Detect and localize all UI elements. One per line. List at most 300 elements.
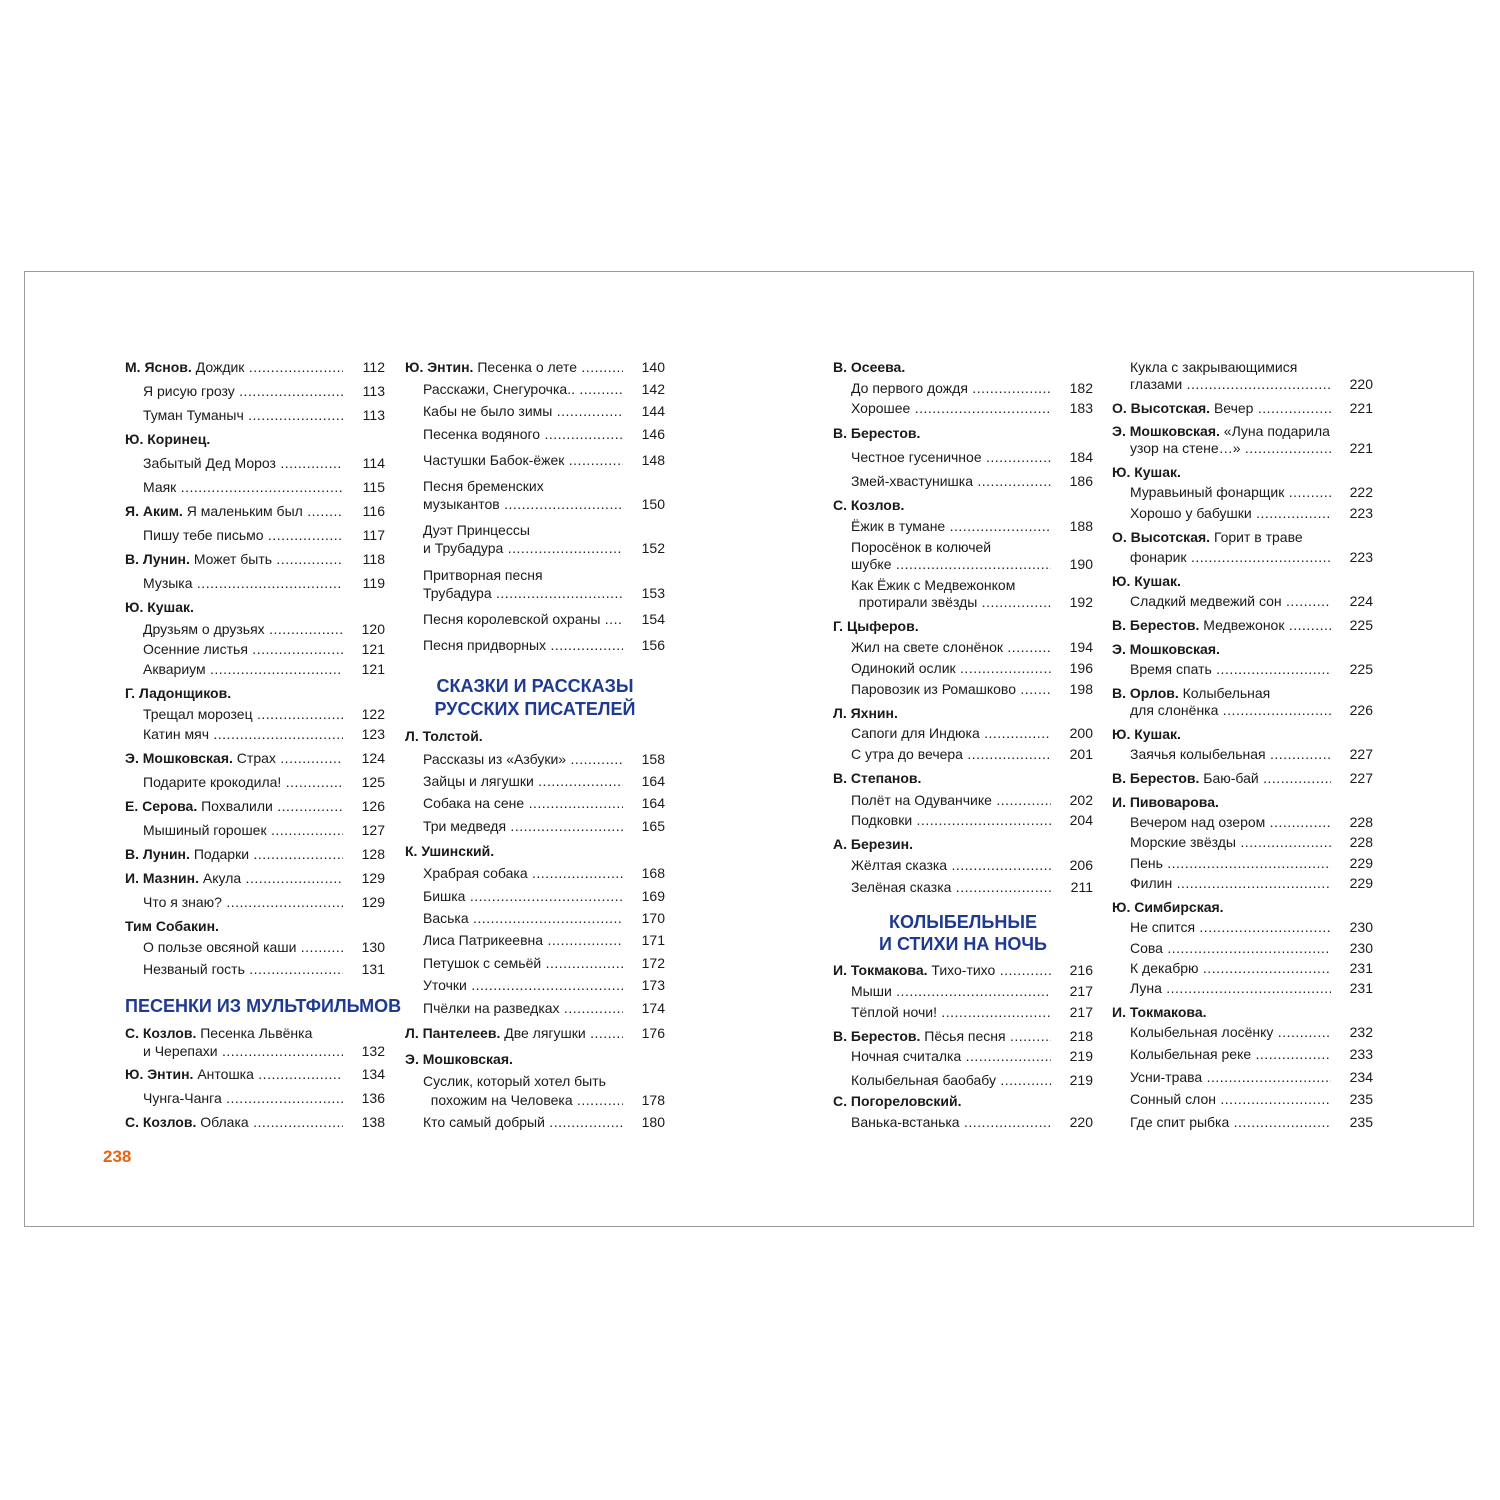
toc-entry-text bbox=[423, 423, 623, 445]
toc-entry-text bbox=[1130, 590, 1331, 612]
toc-entry-body bbox=[851, 657, 1093, 679]
toc-column-1 bbox=[125, 0, 402, 1500]
toc-entry-text bbox=[851, 743, 1051, 765]
toc-entry-body bbox=[833, 833, 1093, 855]
page-ref: 180 bbox=[641, 1114, 665, 1130]
toc-entry-text bbox=[143, 380, 343, 402]
story-title: Как Ёжик с Медвежонком bbox=[851, 577, 1016, 593]
story-title: Притворная песня bbox=[423, 567, 543, 583]
page-ref: 172 bbox=[641, 955, 665, 971]
page-ref: 184 bbox=[1069, 449, 1093, 465]
page-ref: 154 bbox=[641, 611, 665, 627]
toc-entry-text bbox=[833, 767, 1051, 789]
toc-entry bbox=[1112, 658, 1373, 680]
story-title: шубке bbox=[851, 556, 892, 572]
toc-entry-body bbox=[405, 1048, 665, 1070]
toc-entry-text bbox=[851, 397, 1051, 419]
toc-entry-body bbox=[1112, 570, 1373, 592]
page-ref: 164 bbox=[641, 773, 665, 789]
story-title: Усни-трава bbox=[1130, 1069, 1203, 1085]
toc-entry bbox=[833, 446, 1093, 468]
page-ref: 120 bbox=[361, 621, 385, 637]
story-title: Чунга-Чанга bbox=[143, 1090, 222, 1106]
story-title: Ёжик в тумане bbox=[851, 518, 946, 534]
page-ref: 169 bbox=[641, 888, 665, 904]
toc-entry-body bbox=[1112, 397, 1373, 419]
story-title: Тёплой ночи! bbox=[851, 1004, 937, 1020]
toc-entry-body bbox=[1112, 461, 1373, 483]
toc-entry-text bbox=[1130, 481, 1331, 503]
story-title: Вечер bbox=[1213, 400, 1254, 416]
toc-entry-text bbox=[125, 548, 343, 570]
page-ref: 221 bbox=[1349, 400, 1373, 416]
toc-entry-text bbox=[405, 356, 623, 378]
toc-entry bbox=[405, 1111, 665, 1133]
toc-entry-body bbox=[833, 494, 1093, 516]
toc-entry-text bbox=[1112, 461, 1331, 483]
toc-entry-body bbox=[1130, 373, 1373, 395]
toc-entry bbox=[1112, 590, 1373, 612]
page-ref: 233 bbox=[1349, 1046, 1373, 1062]
toc-entry-body bbox=[1130, 658, 1373, 680]
page-ref: 170 bbox=[641, 910, 665, 926]
toc-entry bbox=[833, 377, 1093, 399]
toc-author-entry bbox=[833, 702, 1093, 724]
story-title: Сапоги для Индюка bbox=[851, 725, 980, 741]
page-ref: 131 bbox=[361, 961, 385, 977]
toc-entry-text bbox=[1130, 1021, 1331, 1043]
story-title: Частушки Бабок-ёжек bbox=[423, 452, 565, 468]
toc-entry-text bbox=[833, 422, 1051, 444]
page-ref: 174 bbox=[641, 1000, 665, 1016]
page-ref: 127 bbox=[361, 822, 385, 838]
toc-entry bbox=[125, 723, 385, 745]
story-title: Филин bbox=[1130, 875, 1173, 891]
toc-entry-body bbox=[1112, 791, 1373, 813]
page-ref: 176 bbox=[641, 1025, 665, 1041]
story-title: Колыбельная bbox=[1182, 685, 1271, 701]
toc-author-entry bbox=[1112, 896, 1373, 918]
toc-entry-body bbox=[423, 792, 665, 814]
story-title: похожим на Человека bbox=[423, 1092, 573, 1108]
toc-entry-body bbox=[1130, 977, 1373, 999]
toc-entry-text bbox=[1130, 937, 1331, 959]
toc-entry bbox=[833, 743, 1093, 765]
toc-entry-body bbox=[1112, 767, 1373, 789]
page-ref: 231 bbox=[1349, 960, 1373, 976]
toc-entry-text bbox=[1130, 658, 1331, 680]
toc-entry-body bbox=[125, 747, 385, 769]
story-title: узор на стене…» bbox=[1130, 440, 1241, 456]
toc-entry bbox=[405, 537, 665, 559]
author-name: Ю. Коринец. bbox=[125, 431, 211, 447]
toc-entry-body bbox=[125, 1063, 385, 1085]
toc-entry bbox=[833, 515, 1093, 537]
toc-entry-text bbox=[423, 582, 623, 604]
toc-entry-text bbox=[851, 446, 1051, 468]
toc-entry-body bbox=[143, 819, 385, 841]
page-ref: 192 bbox=[1069, 594, 1093, 610]
story-title: Трещал морозец bbox=[143, 706, 253, 722]
toc-entry bbox=[125, 404, 385, 426]
page-ref: 132 bbox=[361, 1043, 385, 1059]
story-title: Подарки bbox=[193, 846, 250, 862]
toc-entry-text bbox=[143, 476, 343, 498]
toc-author-entry bbox=[1112, 791, 1373, 813]
toc-author-entry bbox=[1112, 767, 1373, 789]
author-name: В. Лунин. bbox=[125, 551, 190, 567]
story-title: Честное гусеничное bbox=[851, 449, 982, 465]
toc-entry-text bbox=[143, 819, 343, 841]
story-title: Я маленьким был bbox=[186, 503, 303, 519]
page-ref: 129 bbox=[361, 894, 385, 910]
story-title: Музыка bbox=[143, 575, 193, 591]
toc-entry-text bbox=[423, 634, 623, 656]
toc-entry bbox=[1112, 977, 1373, 999]
page-ref: 196 bbox=[1069, 660, 1093, 676]
toc-entry-text bbox=[143, 452, 343, 474]
toc-entry-body bbox=[143, 618, 385, 640]
story-title: Песенка водяного bbox=[423, 426, 541, 442]
toc-entry-body bbox=[851, 397, 1093, 419]
toc-entry-text bbox=[833, 959, 1051, 981]
story-title: К декабрю bbox=[1130, 960, 1199, 976]
toc-entry-body bbox=[143, 452, 385, 474]
toc-entry bbox=[405, 770, 665, 792]
toc-author-entry bbox=[125, 795, 385, 817]
toc-author-entry bbox=[1112, 1001, 1373, 1023]
section-heading: КОЛЫБЕЛЬНЫЕ bbox=[889, 912, 1037, 932]
toc-entry-body bbox=[143, 658, 385, 680]
toc-entry-text bbox=[423, 400, 623, 422]
toc-entry-text bbox=[1130, 546, 1331, 568]
story-title: Сладкий медвежий сон bbox=[1130, 593, 1282, 609]
toc-entry-text bbox=[423, 608, 623, 630]
page-ref: 113 bbox=[362, 407, 385, 423]
toc-entry-text bbox=[405, 1048, 623, 1070]
story-title: До первого дождя bbox=[851, 380, 968, 396]
toc-entry-text bbox=[1130, 373, 1331, 395]
story-title: музыкантов bbox=[423, 496, 500, 512]
story-title: Зелёная сказка bbox=[851, 879, 952, 895]
toc-entry-body bbox=[423, 952, 665, 974]
toc-entry-text bbox=[833, 1090, 1051, 1112]
toc-entry-body bbox=[1130, 1043, 1373, 1065]
toc-entry-body bbox=[125, 548, 385, 570]
toc-author-entry bbox=[125, 1111, 385, 1133]
toc-entry-text bbox=[125, 1063, 343, 1085]
toc-entry-body bbox=[833, 1090, 1093, 1112]
toc-entry-text bbox=[423, 952, 623, 974]
page-ref: 201 bbox=[1069, 746, 1093, 762]
toc-entry bbox=[833, 470, 1093, 492]
story-title: Пёсья песня bbox=[924, 1028, 1006, 1044]
author-name: Э. Мошковская. bbox=[405, 1051, 513, 1067]
story-title: Колыбельная лосёнку bbox=[1130, 1024, 1274, 1040]
story-title: Мыши bbox=[851, 983, 892, 999]
toc-entry bbox=[833, 876, 1093, 898]
toc-entry-text bbox=[423, 907, 623, 929]
page-ref: 223 bbox=[1349, 505, 1373, 521]
toc-entry-body bbox=[1130, 957, 1373, 979]
toc-entry-text bbox=[405, 1022, 623, 1044]
story-title: Я рисую грозу bbox=[143, 383, 235, 399]
story-title: Вечером над озером bbox=[1130, 814, 1266, 830]
author-name: С. Козлов. bbox=[125, 1025, 197, 1041]
story-title: Две лягушки bbox=[504, 1025, 586, 1041]
story-title: Что я знаю? bbox=[143, 894, 222, 910]
toc-entry-text bbox=[1130, 1111, 1331, 1133]
story-title: Одинокий ослик bbox=[851, 660, 956, 676]
toc-entry-body bbox=[1130, 1111, 1373, 1133]
toc-entry-text bbox=[125, 500, 343, 522]
toc-entry-body bbox=[851, 636, 1093, 658]
story-title: Медвежонок bbox=[1203, 617, 1285, 633]
toc-entry-text bbox=[851, 980, 1051, 1002]
toc-entry bbox=[405, 885, 665, 907]
toc-entry-text bbox=[1130, 831, 1331, 853]
toc-author-entry bbox=[125, 428, 385, 450]
page-ref: 138 bbox=[361, 1114, 385, 1130]
author-name: И. Мазнин. bbox=[125, 870, 199, 886]
toc-entry bbox=[833, 809, 1093, 831]
page-ref: 158 bbox=[641, 751, 665, 767]
toc-entry-body bbox=[1112, 896, 1373, 918]
toc-entry-body bbox=[1130, 1021, 1373, 1043]
page-ref: 134 bbox=[361, 1066, 385, 1082]
toc-entry bbox=[405, 862, 665, 884]
toc-entry-body bbox=[1130, 590, 1373, 612]
toc-author-entry bbox=[125, 548, 385, 570]
author-name: Тим Собакин. bbox=[125, 918, 219, 934]
page-ref: 126 bbox=[361, 798, 385, 814]
page-ref: 156 bbox=[641, 637, 665, 653]
toc-author-entry bbox=[833, 356, 1093, 378]
toc-entry bbox=[125, 476, 385, 498]
toc-entry-text bbox=[833, 615, 1051, 637]
toc-entry-text bbox=[143, 891, 343, 913]
story-title: «Луна подарила bbox=[1223, 423, 1330, 439]
author-name: В. Берестов. bbox=[1112, 770, 1200, 786]
toc-entry bbox=[833, 722, 1093, 744]
story-title: Три медведя bbox=[423, 818, 507, 834]
toc-entry-text bbox=[423, 974, 623, 996]
toc-entry-body bbox=[405, 840, 665, 862]
author-name: И. Пивоварова. bbox=[1112, 794, 1219, 810]
author-name: Э. Мошковская. bbox=[1112, 423, 1220, 439]
page-ref: 146 bbox=[641, 426, 665, 442]
toc-entry-text bbox=[851, 591, 1051, 613]
toc-entry bbox=[405, 815, 665, 837]
toc-entry-text bbox=[405, 840, 623, 862]
toc-author-entry bbox=[125, 915, 385, 937]
story-title: Сова bbox=[1130, 940, 1163, 956]
toc-entry bbox=[125, 958, 385, 980]
toc-entry-text bbox=[143, 1040, 343, 1062]
author-name: Э. Мошковская. bbox=[125, 750, 233, 766]
toc-entry-text bbox=[1130, 437, 1331, 459]
toc-entry bbox=[1112, 1021, 1373, 1043]
page-ref: 194 bbox=[1069, 639, 1093, 655]
story-title: Забытый Дед Мороз bbox=[143, 455, 276, 471]
story-title: Суслик, который хотел быть bbox=[423, 1073, 606, 1089]
toc-entry-body bbox=[423, 862, 665, 884]
toc-entry-text bbox=[1112, 397, 1331, 419]
toc-entry-text bbox=[851, 553, 1051, 575]
toc-entry-text bbox=[851, 876, 1051, 898]
toc-entry-body bbox=[851, 1045, 1093, 1067]
page-ref: 136 bbox=[361, 1090, 385, 1106]
toc-entry-body bbox=[1130, 916, 1373, 938]
story-title: Зайцы и лягушки bbox=[423, 773, 534, 789]
page-ref: 152 bbox=[641, 540, 665, 556]
page-ref: 119 bbox=[362, 575, 385, 591]
story-title: Жил на свете слонёнок bbox=[851, 639, 1004, 655]
toc-entry-body bbox=[1130, 481, 1373, 503]
story-title: Песня бременских bbox=[423, 478, 544, 494]
toc-entry-body bbox=[833, 702, 1093, 724]
toc-author-entry bbox=[125, 596, 385, 618]
page-ref: 200 bbox=[1069, 725, 1093, 741]
toc-entry bbox=[1112, 373, 1373, 395]
toc-entry-text bbox=[1112, 896, 1331, 918]
toc-entry-text bbox=[143, 771, 343, 793]
page-ref: 129 bbox=[361, 870, 385, 886]
toc-entry-text bbox=[125, 682, 343, 704]
toc-entry bbox=[405, 952, 665, 974]
page-ref: 114 bbox=[362, 455, 385, 471]
toc-entry-text bbox=[851, 1045, 1051, 1067]
toc-entry-body bbox=[423, 748, 665, 770]
story-title: Не спится bbox=[1130, 919, 1196, 935]
page-ref: 227 bbox=[1349, 746, 1373, 762]
toc-entry-body bbox=[423, 634, 665, 656]
toc-entry-text bbox=[143, 958, 343, 980]
page-ref: 112 bbox=[362, 359, 385, 375]
toc-entry-body bbox=[423, 1111, 665, 1133]
toc-entry-body bbox=[143, 958, 385, 980]
author-name: Г. Цыферов. bbox=[833, 618, 919, 634]
toc-author-entry bbox=[125, 682, 385, 704]
story-title: Расскажи, Снегурочка.. bbox=[423, 381, 575, 397]
toc-entry-text bbox=[125, 747, 343, 769]
story-title: Тихо-тихо bbox=[931, 962, 996, 978]
toc-entry bbox=[125, 452, 385, 474]
story-title: Поросёнок в колючей bbox=[851, 539, 992, 555]
page-ref: 140 bbox=[641, 359, 665, 375]
toc-entry-text bbox=[1130, 852, 1331, 874]
story-title: Колыбельная баобабу bbox=[851, 1072, 996, 1088]
story-title: Подковки bbox=[851, 812, 913, 828]
toc-entry-text bbox=[1130, 977, 1331, 999]
page-ref: 124 bbox=[361, 750, 385, 766]
toc-entry-body bbox=[833, 767, 1093, 789]
author-name: Ю. Энтин. bbox=[125, 1066, 194, 1082]
toc-entry bbox=[1112, 502, 1373, 524]
page-ref: 226 bbox=[1349, 702, 1373, 718]
toc-entry bbox=[1112, 546, 1373, 568]
toc-entry-body bbox=[851, 1001, 1093, 1023]
page-ref: 144 bbox=[641, 403, 665, 419]
page-ref: 116 bbox=[362, 503, 385, 519]
toc-entry-text bbox=[125, 843, 343, 865]
page-ref: 178 bbox=[641, 1092, 665, 1108]
story-title: для слонёнка bbox=[1130, 702, 1219, 718]
author-name: И. Токмакова. bbox=[833, 962, 928, 978]
toc-entry-body bbox=[125, 682, 385, 704]
page-ref: 121 bbox=[361, 661, 385, 677]
toc-entry-body bbox=[423, 929, 665, 951]
toc-entry-body bbox=[423, 815, 665, 837]
story-title: Морские звёзды bbox=[1130, 834, 1236, 850]
toc-entry bbox=[405, 634, 665, 656]
page-ref: 168 bbox=[641, 865, 665, 881]
toc-entry-body bbox=[423, 378, 665, 400]
toc-entry-body bbox=[423, 449, 665, 471]
toc-entry-body bbox=[143, 1040, 385, 1062]
toc-entry bbox=[1112, 937, 1373, 959]
toc-entry-body bbox=[1130, 502, 1373, 524]
toc-entry-body bbox=[423, 885, 665, 907]
toc-entry-body bbox=[125, 843, 385, 865]
toc-entry-text bbox=[833, 702, 1051, 724]
toc-entry-body bbox=[851, 470, 1093, 492]
story-title: Время спать bbox=[1130, 661, 1212, 677]
toc-entry-text bbox=[851, 1001, 1051, 1023]
toc-entry bbox=[833, 1111, 1093, 1133]
toc-entry-text bbox=[125, 428, 343, 450]
page-ref: 190 bbox=[1069, 556, 1093, 572]
story-title: Горит в траве bbox=[1213, 529, 1303, 545]
toc-entry bbox=[1112, 872, 1373, 894]
page-ref: 217 bbox=[1069, 983, 1093, 999]
toc-entry-body bbox=[1130, 852, 1373, 874]
story-title: Дождик bbox=[195, 359, 245, 375]
story-title: О пользе овсяной каши bbox=[143, 939, 297, 955]
toc-entry-body bbox=[423, 582, 665, 604]
page-ref: 117 bbox=[362, 527, 385, 543]
story-title: Хорошо у бабушки bbox=[1130, 505, 1252, 521]
story-title: Песня королевской охраны bbox=[423, 611, 601, 627]
toc-entry-body bbox=[833, 959, 1093, 981]
story-title: Песня придворных bbox=[423, 637, 547, 653]
toc-entry-body bbox=[851, 980, 1093, 1002]
page-ref: 224 bbox=[1349, 593, 1373, 609]
toc-entry bbox=[405, 997, 665, 1019]
story-title: Дуэт Принцессы bbox=[423, 522, 530, 538]
toc-entry-body bbox=[143, 891, 385, 913]
toc-entry bbox=[125, 638, 385, 660]
page-ref: 173 bbox=[641, 977, 665, 993]
page-ref: 229 bbox=[1349, 855, 1373, 871]
story-title: Может быть bbox=[193, 551, 273, 567]
page-ref: 171 bbox=[641, 932, 665, 948]
toc-entry-body bbox=[1130, 831, 1373, 853]
page-ref: 113 bbox=[362, 383, 385, 399]
toc-entry-text bbox=[851, 657, 1051, 679]
toc-entry-text bbox=[143, 618, 343, 640]
story-title: глазами bbox=[1130, 376, 1183, 392]
toc-entry-body bbox=[423, 423, 665, 445]
toc-entry-text bbox=[143, 936, 343, 958]
story-title: Антошка bbox=[197, 1066, 254, 1082]
toc-entry bbox=[833, 1045, 1093, 1067]
toc-author-entry bbox=[125, 1063, 385, 1085]
story-title: Паровозик из Ромашково bbox=[851, 681, 1016, 697]
toc-author-entry bbox=[833, 1025, 1093, 1047]
toc-entry-body bbox=[1130, 1066, 1373, 1088]
toc-entry-body bbox=[851, 809, 1093, 831]
